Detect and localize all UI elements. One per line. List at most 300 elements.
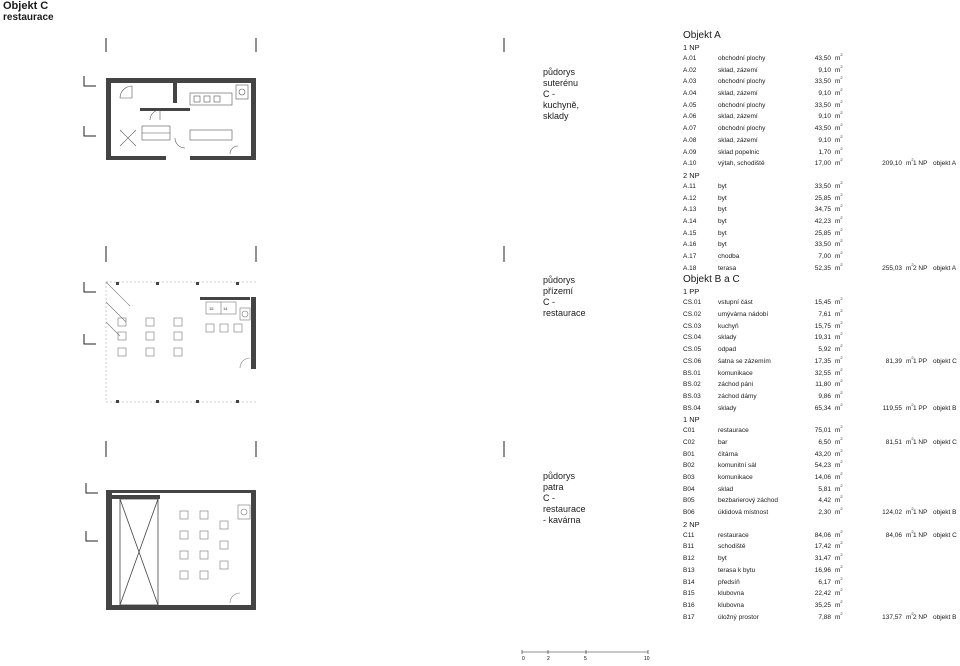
table-row xyxy=(683,309,960,321)
subtotal-object: objekt B xyxy=(933,613,957,621)
room-name: byt xyxy=(718,182,727,190)
unit-label: m xyxy=(835,613,841,621)
unit-label: m xyxy=(835,427,841,435)
unit-label: m xyxy=(835,113,841,121)
table-row xyxy=(683,135,960,147)
unit-label: m xyxy=(835,497,841,505)
room-name: sklad, zázemí xyxy=(718,90,758,98)
room-name: byt xyxy=(718,555,727,563)
table-row xyxy=(683,204,960,216)
room-area: 35,25 xyxy=(814,601,831,609)
room-code: CS.01 xyxy=(683,299,702,307)
area-unit xyxy=(835,263,843,275)
unit-exponent: 2 xyxy=(840,389,843,395)
plan-basement xyxy=(80,30,580,190)
room-area: 43,20 xyxy=(814,450,831,458)
subtotal-area: 137,57 xyxy=(882,613,902,621)
subtotal-object: objekt B xyxy=(933,509,957,517)
room-code: B12 xyxy=(683,555,695,563)
scale-tick-0: 0 xyxy=(522,656,525,661)
room-code: A.05 xyxy=(683,101,697,109)
unit-label: m xyxy=(835,90,841,98)
room-name: sklady xyxy=(718,404,737,412)
room-name: komunitní sál xyxy=(718,462,757,470)
subtotal-area: 84,06 xyxy=(885,531,902,539)
unit-label: m xyxy=(835,404,841,412)
room-code: B16 xyxy=(683,601,695,609)
unit-exponent: 2 xyxy=(840,435,843,441)
table-row xyxy=(683,251,960,263)
unit-label: m xyxy=(835,148,841,156)
table-row xyxy=(683,460,960,472)
unit-exponent: 2 xyxy=(840,598,843,604)
room-name: obchodní plochy xyxy=(718,125,766,133)
table-row xyxy=(683,472,960,484)
room-name: bar xyxy=(718,438,728,446)
room-code: B15 xyxy=(683,590,695,598)
room-name: záchod dámy xyxy=(718,392,757,400)
subtotal-object: objekt C xyxy=(933,438,957,446)
room-name: sklad xyxy=(718,485,734,493)
subtotal-area: 119,55 xyxy=(882,404,902,412)
room-code: B02 xyxy=(683,462,695,470)
unit-exponent: 2 xyxy=(840,75,843,81)
room-code: A.13 xyxy=(683,206,697,214)
unit-exponent: 2 xyxy=(840,494,843,500)
room-code: B04 xyxy=(683,485,695,493)
unit-exponent: 2 xyxy=(840,191,843,197)
unit-label: m xyxy=(835,450,841,458)
unit-exponent: 2 xyxy=(840,319,843,325)
table-row xyxy=(683,193,960,205)
unit-label: m xyxy=(835,438,841,446)
room-name: byt xyxy=(718,206,727,214)
table-row xyxy=(683,507,960,519)
unit-label: m xyxy=(906,264,912,272)
table-row xyxy=(683,565,960,577)
table-row xyxy=(683,76,960,88)
room-area: 33,50 xyxy=(814,101,831,109)
room-name: odpad xyxy=(718,346,737,354)
table-row xyxy=(683,577,960,589)
unit-exponent: 2 xyxy=(840,238,843,244)
unit-label: m xyxy=(835,566,841,574)
room-name: šatna se zázemím xyxy=(718,357,771,365)
table-row xyxy=(683,437,960,449)
section-title: Objekt B a C xyxy=(683,274,740,286)
room-area: 9,10 xyxy=(818,66,831,74)
room-area: 17,42 xyxy=(814,543,831,551)
table-row xyxy=(683,484,960,496)
room-name: sklad, zázemí xyxy=(718,66,758,74)
unit-label: m xyxy=(835,392,841,400)
caption-ground-title: půdorys přízemí xyxy=(543,275,576,296)
room-code: C11 xyxy=(683,531,695,539)
table-row xyxy=(683,158,960,170)
scale-bar-drawing xyxy=(520,649,650,661)
unit-label: m xyxy=(835,543,841,551)
subtotal-floor: 1 NP xyxy=(913,509,928,517)
page-title: Objekt C xyxy=(3,0,49,12)
unit-label: m xyxy=(835,531,841,539)
table-row xyxy=(683,612,960,624)
subtotal-object: objekt C xyxy=(933,531,957,539)
subtotal-area: 81,51 xyxy=(885,438,902,446)
unit-exponent: 2 xyxy=(840,401,843,407)
unit-label: m xyxy=(835,78,841,86)
room-name: umývárna nádobí xyxy=(718,311,769,319)
unit-exponent: 2 xyxy=(840,506,843,512)
room-code: CS.06 xyxy=(683,357,702,365)
room-name: chodba xyxy=(718,253,740,260)
room-code: A.02 xyxy=(683,66,697,74)
subtotal-object: objekt A xyxy=(933,160,957,168)
floor-heading: 1 NP xyxy=(683,43,700,52)
unit-exponent: 2 xyxy=(840,250,843,255)
unit-label: m xyxy=(906,509,912,517)
page-subtitle: restaurace xyxy=(3,12,54,23)
caption-basement-title: půdorys suterénu xyxy=(543,67,579,88)
table-row xyxy=(683,100,960,112)
scale-tick-2: 2 xyxy=(547,656,550,661)
unit-exponent: 2 xyxy=(840,122,843,128)
room-name: obchodní plochy xyxy=(718,78,766,86)
table-row xyxy=(683,356,960,368)
table-row xyxy=(683,425,960,437)
room-area: 65,34 xyxy=(814,404,831,412)
room-area: 15,45 xyxy=(814,299,831,307)
room-name: byt xyxy=(718,194,727,202)
room-code: CS.04 xyxy=(683,334,702,342)
unit-label: m xyxy=(835,229,841,237)
room-code: A.03 xyxy=(683,78,697,86)
section-title: Objekt A xyxy=(683,30,721,41)
table-row xyxy=(683,344,960,356)
room-area: 43,50 xyxy=(814,125,831,133)
room-name: výtah, schodiště xyxy=(718,160,765,168)
unit-exponent: 2 xyxy=(840,179,843,185)
caption-upper xyxy=(543,471,586,526)
subtotal-object: objekt A xyxy=(933,264,957,272)
subtotal-area: 255,03 xyxy=(882,264,902,272)
subtotal-object: objekt B xyxy=(933,404,957,412)
plan-ground xyxy=(80,230,586,420)
unit-exponent: 2 xyxy=(840,110,843,116)
room-name: úložný prostor xyxy=(718,613,759,621)
unit-exponent: 2 xyxy=(840,366,843,372)
room-name: sklad popelnic xyxy=(718,148,760,156)
area-unit xyxy=(835,158,843,170)
unit-exponent: 2 xyxy=(840,133,843,139)
room-area: 84,06 xyxy=(814,531,831,539)
floor-heading: 1 NP xyxy=(683,415,700,425)
room-name: byt xyxy=(718,217,727,225)
unit-exponent: 2 xyxy=(840,378,843,384)
unit-exponent: 2 xyxy=(840,459,843,465)
room-name: vstupní část xyxy=(718,299,753,307)
caption-ground xyxy=(543,275,586,319)
table-row xyxy=(683,123,960,135)
table-row xyxy=(683,600,960,612)
table-row xyxy=(683,321,960,333)
unit-exponent: 2 xyxy=(840,424,843,430)
table-row xyxy=(683,368,960,380)
unit-exponent: 2 xyxy=(840,447,843,453)
room-code: B01 xyxy=(683,450,695,458)
room-name: klubovna xyxy=(718,590,745,598)
room-area: 9,10 xyxy=(818,113,831,121)
caption-basement-subtitle: C - kuchyně, sklady xyxy=(543,89,580,121)
room-name: sklad, zázemí xyxy=(718,136,758,144)
room-name: byt xyxy=(718,241,727,249)
unit-exponent: 2 xyxy=(911,261,914,267)
table-row xyxy=(683,530,960,542)
caption-upper-subtitle: C - restaurace - kavárna xyxy=(543,493,586,525)
unit-label: m xyxy=(835,160,841,168)
table-row xyxy=(683,239,960,251)
room-area: 33,50 xyxy=(814,241,831,249)
subtotal-area: 209,10 xyxy=(882,160,902,168)
unit-exponent: 2 xyxy=(840,540,843,546)
room-area: 33,50 xyxy=(814,78,831,86)
room-code: CS.02 xyxy=(683,311,702,319)
room-code: CS.03 xyxy=(683,322,702,330)
unit-label: m xyxy=(906,357,912,365)
unit-label: m xyxy=(835,590,841,598)
room-area: 32,55 xyxy=(814,369,831,377)
table-row xyxy=(683,228,960,240)
table-row xyxy=(683,88,960,100)
table-row xyxy=(683,391,960,403)
room-name: obchodní plochy xyxy=(718,101,766,109)
table-row xyxy=(683,297,960,309)
room-name: záchod páni xyxy=(718,381,754,389)
room-area: 22,42 xyxy=(814,590,831,598)
room-code: A.08 xyxy=(683,136,697,144)
unit-exponent: 2 xyxy=(840,296,843,302)
room-area: 31,47 xyxy=(814,555,831,563)
unit-exponent: 2 xyxy=(840,587,843,593)
unit-exponent: 2 xyxy=(840,203,843,209)
room-code: B05 xyxy=(683,497,695,505)
unit-label: m xyxy=(835,253,841,260)
unit-exponent: 2 xyxy=(840,87,843,93)
unit-label: m xyxy=(835,322,841,330)
room-code: B06 xyxy=(683,509,695,517)
room-code: A.07 xyxy=(683,125,697,133)
unit-label: m xyxy=(906,613,912,621)
unit-label: m xyxy=(906,531,912,539)
unit-exponent: 2 xyxy=(840,308,843,314)
unit-label: m xyxy=(835,369,841,377)
unit-label: m xyxy=(835,194,841,202)
unit-exponent: 2 xyxy=(840,343,843,349)
room-area: 7,88 xyxy=(818,613,831,621)
room-code: B17 xyxy=(683,613,695,621)
unit-exponent: 2 xyxy=(840,261,843,267)
unit-label: m xyxy=(906,438,912,446)
unit-label: m xyxy=(906,404,912,412)
room-area: 54,23 xyxy=(814,462,831,470)
room-code: C02 xyxy=(683,438,695,446)
room-name: obchodní plochy xyxy=(718,55,766,62)
unit-exponent: 2 xyxy=(840,552,843,558)
unit-exponent: 2 xyxy=(911,610,914,616)
room-code: C01 xyxy=(683,427,695,435)
room-area: 17,00 xyxy=(814,160,831,168)
room-code: BS.03 xyxy=(683,392,701,400)
floor-heading: 1 PP xyxy=(683,287,700,297)
unit-exponent: 2 xyxy=(840,528,843,534)
room-area: 19,31 xyxy=(814,334,831,342)
room-code: A.14 xyxy=(683,217,697,225)
room-area: 9,86 xyxy=(818,392,831,400)
unit-label: m xyxy=(835,264,841,272)
room-code: BS.04 xyxy=(683,404,701,412)
plan-stair-label-14: 14 xyxy=(223,306,228,311)
plan-stair-label-15: 15 xyxy=(209,306,214,311)
room-code: B03 xyxy=(683,474,695,481)
room-name: bezbarierový záchod xyxy=(718,497,778,505)
unit-exponent: 2 xyxy=(840,98,843,104)
room-area: 5,92 xyxy=(818,346,831,354)
unit-label: m xyxy=(835,346,841,354)
room-area: 52,35 xyxy=(814,264,831,272)
room-area: 33,50 xyxy=(814,182,831,190)
room-area: 25,85 xyxy=(814,194,831,202)
caption-basement xyxy=(543,67,579,122)
ground-drawing xyxy=(80,230,520,420)
table-row xyxy=(683,65,960,77)
room-code: BS.02 xyxy=(683,381,701,389)
table-row xyxy=(683,403,960,415)
unit-exponent: 2 xyxy=(840,354,843,360)
room-name: byt xyxy=(718,229,727,237)
unit-exponent: 2 xyxy=(840,331,843,337)
area-unit xyxy=(835,612,843,624)
room-name: sklad, zázemí xyxy=(718,113,758,121)
scale-tick-5: 5 xyxy=(584,656,587,661)
table-row xyxy=(683,111,960,123)
unit-exponent: 2 xyxy=(840,157,843,163)
unit-exponent: 2 xyxy=(840,226,843,232)
room-area: 16,96 xyxy=(814,566,831,574)
subtotal-floor: 1 NP xyxy=(913,160,928,168)
plan-upper xyxy=(80,435,586,615)
unit-exponent: 2 xyxy=(840,471,843,476)
unit-exponent: 2 xyxy=(911,435,914,441)
unit-label: m xyxy=(835,578,841,586)
unit-exponent: 2 xyxy=(840,63,843,69)
room-area: 25,85 xyxy=(814,229,831,237)
room-area: 43,50 xyxy=(814,55,831,62)
unit-label: m xyxy=(835,55,841,62)
unit-exponent: 2 xyxy=(840,563,843,569)
page-header xyxy=(3,0,54,24)
room-code: A.12 xyxy=(683,194,697,202)
unit-label: m xyxy=(835,334,841,342)
unit-exponent: 2 xyxy=(840,214,843,220)
area-unit xyxy=(835,403,843,415)
subtotal-floor: 1 NP xyxy=(913,531,928,539)
unit-label: m xyxy=(835,555,841,563)
unit-label: m xyxy=(835,206,841,214)
room-name: schodiště xyxy=(718,543,746,551)
subtotal-floor: 1 NP xyxy=(913,438,928,446)
room-name: terasa xyxy=(718,264,737,272)
caption-ground-subtitle: C - restaurace xyxy=(543,297,586,318)
room-area: 4,42 xyxy=(818,497,831,505)
unit-label: m xyxy=(835,601,841,609)
table-row xyxy=(683,588,960,600)
room-name: klubovna xyxy=(718,601,745,609)
room-code: A.11 xyxy=(683,182,696,190)
subtotal-object: objekt C xyxy=(933,357,957,365)
scale-tick-10: 10 xyxy=(644,656,650,661)
room-area: 9,10 xyxy=(818,90,831,98)
room-name: sklady xyxy=(718,334,737,342)
room-area: 5,81 xyxy=(818,485,831,493)
room-area: 6,17 xyxy=(818,578,831,586)
room-area: 2,30 xyxy=(818,509,831,517)
room-area: 1,70 xyxy=(818,148,831,156)
table-row xyxy=(683,495,960,507)
table-row xyxy=(683,263,960,275)
room-code: BS.01 xyxy=(683,369,701,377)
unit-label: m xyxy=(835,299,841,307)
room-code: A.09 xyxy=(683,148,697,156)
unit-label: m xyxy=(835,357,841,365)
room-area: 75,01 xyxy=(814,427,831,435)
room-name: terasa k bytu xyxy=(718,566,756,574)
room-area: 15,75 xyxy=(814,322,831,330)
table-row xyxy=(683,379,960,391)
table-row xyxy=(683,216,960,228)
unit-exponent: 2 xyxy=(911,528,914,534)
room-area: 42,23 xyxy=(814,217,831,225)
unit-exponent: 2 xyxy=(840,482,843,488)
room-name: čítárna xyxy=(718,450,738,458)
unit-exponent: 2 xyxy=(911,401,914,407)
room-area: 6,50 xyxy=(818,438,831,446)
room-area: 17,35 xyxy=(814,357,831,365)
unit-label: m xyxy=(906,160,912,168)
unit-label: m xyxy=(835,217,841,225)
subtotal-floor: 1 PP xyxy=(913,404,928,412)
subtotal-area: 124,02 xyxy=(882,509,902,517)
room-code: B14 xyxy=(683,578,695,586)
table-row xyxy=(683,553,960,565)
unit-exponent: 2 xyxy=(911,506,914,512)
room-code: A.15 xyxy=(683,229,697,237)
room-code: B11 xyxy=(683,543,695,551)
unit-label: m xyxy=(835,474,841,481)
table-row xyxy=(683,449,960,461)
unit-label: m xyxy=(835,241,841,249)
room-code: A.16 xyxy=(683,241,697,249)
room-area: 34,75 xyxy=(814,206,831,214)
room-code: A.18 xyxy=(683,264,697,272)
floor-heading: 2 NP xyxy=(683,519,700,529)
unit-label: m xyxy=(835,101,841,109)
room-name: předsíň xyxy=(718,578,740,586)
table-row xyxy=(683,53,960,65)
room-code: A.04 xyxy=(683,90,697,98)
room-code: B13 xyxy=(683,566,695,574)
unit-label: m xyxy=(835,311,841,319)
room-code: A.17 xyxy=(683,253,697,260)
room-name: kuchyň xyxy=(718,322,739,330)
